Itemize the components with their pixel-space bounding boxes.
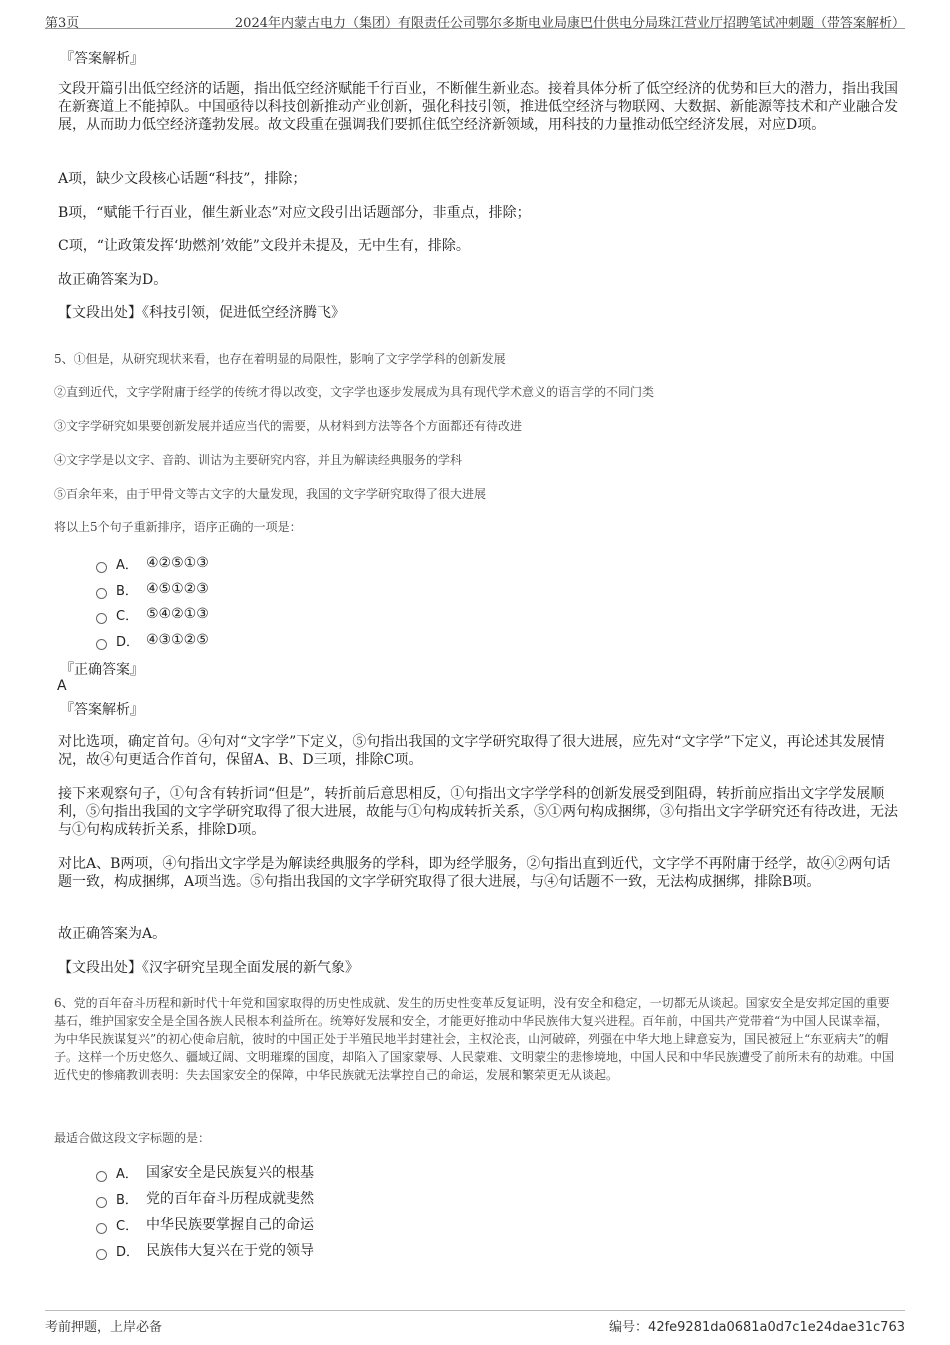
analysis-paragraph: B项，“赋能千行百业，催生新业态”对应文段引出话题部分，非重点，排除； [58, 205, 531, 221]
radio-icon[interactable] [96, 1171, 107, 1182]
analysis-paragraph: 对比A、B两项，④句指出文字学是为解读经典服务的学科，即为经学服务，②句指出直到近代，文字学不再附庸于经学，故④②两句话题一致，构成捆绑，A项当选。⑤句指出我国的文字学研究取得了很大进展，与④句话题不一致，无法构成捆绑，排除B项。 [58, 856, 891, 890]
option-letter: C． [116, 1218, 139, 1234]
question-prompt: 将以上5个句子重新排序，语序正确的一项是： [54, 520, 302, 534]
option-text: ④⑤①②③ [146, 581, 209, 597]
option-c[interactable] [96, 605, 209, 623]
analysis-paragraph: 接下来观察句子，①句含有转折词“但是”，转折前后意思相反，①句指出文字学学科的创新发展受到阻碍，转折前应指出文字学发展顺利，⑤句指出我国的文字学研究取得了很大进展，故能与①句构成转折关系，⑤①两句构成捆绑，③句指出文字学研究还有待改进，无法与①句构成转折关系，排除D项。 [58, 786, 898, 838]
question-sentence: ⑤百余年来，由于甲骨文等古文字的大量发现，我国的文字学研究取得了很大进展 [54, 487, 487, 501]
page-header [45, 8, 905, 29]
option-d[interactable] [96, 1241, 314, 1259]
question-prompt: 最适合做这段文字标题的是： [54, 1131, 211, 1145]
page-footer [45, 1310, 905, 1336]
question-stem: 6、党的百年奋斗历程和新时代十年党和国家取得的历史性成就、发生的历史性变革反复证明，没有安全和稳定，一切都无从谈起。国家安全是安邦定国的重要基石，维护国家安全是全国各族人民根本利益所在。统筹好发展和安全，才能更好推动中华民族伟大复兴进程。百年前，中国共产党带着“为中国人民谋幸福，为中华民族谋复兴”的初心使命启航，彼时的中国正处于半殖民地半封建社会，主权沦丧，山河破碎，列强在中华大地上肆意妄为，国民被冠上“东亚病夫”的帽子。这样一个历史悠久、疆域辽阔、文明璀璨的国度，却陷入了国家蒙辱、人民蒙难、文明蒙尘的悲惨境地，中国人民和中华民族遭受了前所未有的劫难。中国近代史的惨痛教训表明：失去国家安全的保障，中华民族就无法掌控自己的命运，发展和繁荣更无从谈起。 [54, 996, 895, 1082]
analysis-label: 『答案解析』 [60, 51, 144, 67]
option-text: 国家安全是民族复兴的根基 [146, 1165, 314, 1181]
option-letter: B． [116, 1192, 138, 1208]
option-letter: A． [116, 557, 138, 573]
radio-icon[interactable] [96, 613, 107, 624]
document-id-label: 编号： [609, 1320, 649, 1335]
analysis-paragraph: 对比选项，确定首句。④句对“文字学”下定义，⑤句指出我国的文字学研究取得了很大进展，应先对“文字学”下定义，再论述其发展情况，故④句更适合作首句，保留A、B、D三项，排除C项。 [58, 734, 885, 768]
radio-icon[interactable] [96, 1223, 107, 1234]
option-b[interactable] [96, 1189, 314, 1207]
option-text: 党的百年奋斗历程成就斐然 [146, 1191, 314, 1207]
source-citation: 【文段出处】《汉字研究呈现全面发展的新气象》 [58, 960, 359, 976]
question-sentence: ③文字学研究如果要创新发展并适应当代的需要，从材料到方法等各个方面都还有待改进 [54, 419, 523, 433]
analysis-paragraph: C项，“让政策发挥‘助燃剂’效能”文段并未提及，无中生有，排除。 [58, 238, 470, 254]
radio-icon[interactable] [96, 639, 107, 650]
document-id-value: 42fe9281da0681a0d7c1e24dae31c763 [648, 1320, 905, 1335]
option-letter: A． [116, 1166, 138, 1182]
source-citation: 【文段出处】《科技引领，促进低空经济腾飞》 [58, 305, 345, 321]
radio-icon[interactable] [96, 588, 107, 599]
radio-icon[interactable] [96, 1197, 107, 1208]
question-stem: 5、①但是，从研究现状来看，也存在着明显的局限性，影响了文字学学科的创新发展 [54, 352, 506, 366]
question-sentence: ②直到近代，文字学附庸于经学的传统才得以改变，文字学也逐步发展成为具有现代学术意义的语言学的不同门类 [54, 385, 655, 399]
radio-icon[interactable] [96, 562, 107, 573]
analysis-paragraph: 故正确答案为D。 [58, 272, 168, 288]
option-c[interactable] [96, 1215, 314, 1233]
option-d[interactable] [96, 631, 209, 649]
analysis-paragraph: A项，缺少文段核心话题“科技”，排除； [58, 171, 307, 187]
question-sentence: ④文字学是以文字、音韵、训诂为主要研究内容，并且为解读经典服务的学科 [54, 453, 463, 467]
page-number: 第3页 [45, 16, 80, 31]
document-title: 2024年内蒙古电力（集团）有限责任公司鄂尔多斯电业局康巴什供电分局珠江营业厅招聘笔试冲刺题（带答案解析） [234, 16, 905, 31]
correct-answer-label: 『正确答案』 [60, 662, 144, 678]
document-id [609, 1316, 905, 1335]
correct-answer-value: A [57, 678, 67, 694]
option-letter: C． [116, 608, 139, 624]
option-letter: D． [116, 1244, 140, 1260]
option-text: ⑤④②①③ [146, 606, 209, 622]
option-letter: D． [116, 634, 140, 650]
option-letter: B． [116, 583, 138, 599]
option-a[interactable] [96, 554, 209, 572]
option-text: ④③①②⑤ [146, 632, 209, 648]
option-text: 中华民族要掌握自己的命运 [146, 1217, 314, 1233]
option-b[interactable] [96, 580, 209, 598]
footer-slogan: 考前押题，上岸必备 [45, 1320, 163, 1335]
analysis-label: 『答案解析』 [60, 702, 144, 718]
analysis-paragraph: 文段开篇引出低空经济的话题，指出低空经济赋能千行百业，不断催生新业态。接着具体分析了低空经济的优势和巨大的潜力，指出我国在新赛道上不能掉队。中国亟待以科技创新推动产业创新，强化科技引领，推进低空经济与物联网、大数据、新能源等技术和产业融合发展，从而助力低空经济蓬勃发展。故文段重在强调我们要抓住低空经济新领域，用科技的力量推动低空经济发展，对应D项。 [58, 81, 898, 133]
option-text: ④②⑤①③ [146, 555, 209, 571]
analysis-paragraph: 故正确答案为A。 [58, 926, 167, 942]
option-a[interactable] [96, 1163, 314, 1181]
option-text: 民族伟大复兴在于党的领导 [146, 1243, 314, 1259]
radio-icon[interactable] [96, 1249, 107, 1260]
